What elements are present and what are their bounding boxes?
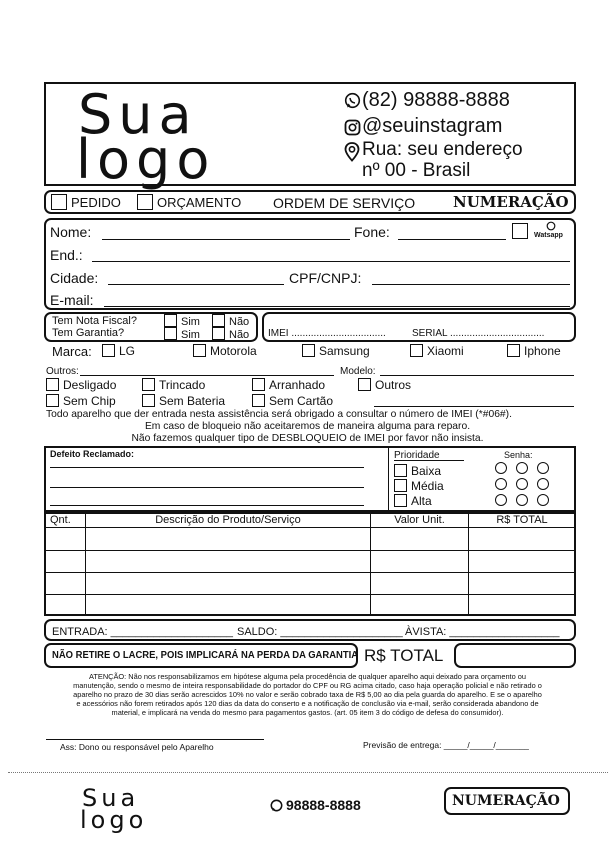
outros-field[interactable] — [80, 366, 334, 376]
garantia-nao-checkbox[interactable] — [212, 327, 225, 340]
marca-xiaomi-checkbox[interactable] — [410, 344, 423, 357]
senha-dot-1[interactable] — [495, 462, 507, 474]
senha-dot-9[interactable] — [537, 494, 549, 506]
col-descricao-header: Descrição do Produto/Serviço — [155, 514, 301, 526]
garantia-sim-checkbox[interactable] — [164, 327, 177, 340]
stub-numeracao: NUMERAÇÃO — [452, 793, 560, 809]
whatsapp-label: Watsapp — [534, 232, 563, 239]
baixa-checkbox[interactable] — [394, 464, 407, 477]
sem-cartao-label: Sem Cartão — [269, 394, 334, 408]
senha-dot-3[interactable] — [537, 462, 549, 474]
notice-line1: Todo aparelho que der entrada nesta assistência será obrigado a consultar o número de IMEI (*#06#). — [46, 409, 512, 420]
prioridade-media[interactable] — [394, 479, 444, 493]
row-div-3 — [45, 572, 575, 573]
notice-line2: Em caso de bloqueio não aceitaremos de maneira alguma para reparo. — [144, 421, 471, 432]
logo-line2: logo — [76, 128, 216, 191]
end-field[interactable] — [92, 248, 570, 262]
fone-label: Fone: — [354, 224, 390, 240]
cond-desligado[interactable] — [46, 378, 116, 392]
avista-field[interactable]: ÀVISTA: __________________ — [405, 626, 560, 638]
marca-label: Marca: — [52, 344, 92, 359]
nota-nao-checkbox[interactable] — [212, 314, 225, 327]
nota-sim-option[interactable] — [164, 314, 200, 328]
col-valor-header: Valor Unit. — [394, 514, 445, 526]
col-div-1 — [85, 513, 86, 615]
sem-cartao-checkbox[interactable] — [252, 394, 265, 407]
whatsapp-small-icon — [546, 221, 556, 231]
defeito-line-1[interactable] — [50, 460, 364, 468]
marca-samsung-checkbox[interactable] — [302, 344, 315, 357]
senha-dot-5[interactable] — [516, 478, 528, 490]
instagram-icon — [344, 119, 361, 136]
senha-label: Senha: — [504, 450, 533, 460]
prioridade-baixa[interactable] — [394, 464, 441, 478]
row-div-2 — [45, 550, 575, 551]
row-div-1 — [45, 527, 575, 528]
col-qnt-header: Qnt. — [50, 514, 71, 526]
prioridade-label: Prioridade — [394, 450, 440, 461]
pedido-label: PEDIDO — [71, 195, 121, 210]
cond-outros[interactable] — [358, 378, 411, 392]
stub-whatsapp-icon — [270, 799, 283, 812]
marca-motorola-label: Motorola — [210, 344, 257, 358]
sem-bateria-checkbox[interactable] — [142, 394, 155, 407]
cond-sem-chip[interactable] — [46, 394, 116, 408]
nota-nao-label: Não — [229, 316, 250, 328]
cidade-label: Cidade: — [50, 270, 99, 286]
cidade-field[interactable] — [108, 271, 284, 285]
whatsapp-icon — [344, 92, 361, 109]
cut-line — [8, 772, 608, 773]
header-address-line2: nº 00 - Brasil — [362, 160, 471, 181]
trincado-checkbox[interactable] — [142, 378, 155, 391]
header-address-line1: Rua: seu endereço — [362, 139, 523, 160]
pedido-option[interactable] — [51, 194, 121, 210]
outros-label: Outros: — [46, 366, 79, 377]
marca-lg-checkbox[interactable] — [102, 344, 115, 357]
defeito-line-3[interactable] — [50, 498, 364, 506]
outros-cond-label: Outros — [375, 378, 412, 392]
row-div-4 — [45, 594, 575, 595]
cpf-field[interactable] — [372, 271, 570, 285]
modelo-field[interactable] — [380, 366, 574, 376]
garantia-sim-option[interactable] — [164, 327, 200, 341]
garantia-sim-label: Sim — [181, 329, 200, 341]
col-total-header: R$ TOTAL — [496, 514, 548, 526]
modelo-label: Modelo: — [340, 366, 376, 377]
lacre-warning: NÃO RETIRE O LACRE, POIS IMPLICARÁ NA PERDA DA GARANTIA — [52, 649, 359, 661]
nome-field[interactable] — [102, 226, 350, 240]
signature-label: Ass: Dono ou responsável pelo Aparelho — [60, 742, 214, 752]
col-div-3 — [468, 513, 469, 615]
marca-iphone-label: Iphone — [524, 344, 561, 358]
media-checkbox[interactable] — [394, 479, 407, 492]
stub-phone: 98888-8888 — [286, 797, 361, 813]
whatsapp-checkbox[interactable] — [512, 223, 528, 239]
nota-sim-label: Sim — [181, 316, 200, 328]
marca-motorola[interactable] — [193, 344, 257, 358]
notice-line3: Não fazemos qualquer tipo de DESBLOQUEIO de IMEI por favor não insista. — [131, 433, 484, 444]
tem-garantia-label: Tem Garantia? — [52, 327, 125, 339]
nota-nao-option[interactable] — [212, 314, 249, 328]
marca-samsung-label: Samsung — [319, 344, 370, 358]
cond-arranhado[interactable] — [252, 378, 325, 392]
desligado-checkbox[interactable] — [46, 378, 59, 391]
stub-logo-line1: Sua — [82, 784, 140, 812]
header-phone: (82) 98888-8888 — [362, 89, 510, 111]
baixa-label: Baixa — [411, 464, 442, 478]
email-label: E-mail: — [50, 292, 94, 308]
sem-chip-checkbox[interactable] — [46, 394, 59, 407]
sem-bateria-label: Sem Bateria — [159, 394, 226, 408]
marca-xiaomi[interactable] — [410, 344, 464, 358]
nota-sim-checkbox[interactable] — [164, 314, 177, 327]
sem-chip-label: Sem Chip — [63, 394, 116, 408]
terms-line1: ATENÇÃO: Não nos responsabilizamos em hipótese alguma pela procedência de qualquer aparelho aqui deixado para orçamento ou — [89, 672, 526, 681]
nome-label: Nome: — [50, 224, 92, 240]
logo-line1: Sua — [78, 83, 198, 146]
pedido-checkbox[interactable] — [51, 194, 67, 210]
saldo-field[interactable]: SALDO: ____________________ — [237, 626, 403, 638]
defeito-divider — [388, 447, 389, 511]
col-div-2 — [370, 513, 371, 615]
terms-line4: e acessórios não forem retirados após 120 dias da data do conserto e a notificação de conclusão via e-mail, serão considerada abandono de — [76, 699, 539, 708]
ordem-servico-title: ORDEM DE SERVIÇO — [273, 195, 416, 211]
defeito-label: Defeito Reclamado: — [50, 449, 135, 459]
cpf-label: CPF/CNPJ: — [289, 270, 362, 286]
location-pin-icon — [344, 142, 360, 162]
orcamento-checkbox[interactable] — [137, 194, 153, 210]
senha-dot-4[interactable] — [495, 478, 507, 490]
marca-iphone[interactable] — [507, 344, 561, 358]
trincado-label: Trincado — [159, 378, 206, 392]
orcamento-option[interactable] — [137, 194, 241, 210]
email-field[interactable] — [104, 293, 570, 307]
signature-line[interactable] — [46, 739, 264, 740]
header-instagram: @seuinstagram — [362, 115, 503, 137]
arranhado-checkbox[interactable] — [252, 378, 265, 391]
marca-motorola-checkbox[interactable] — [193, 344, 206, 357]
cond-trincado[interactable] — [142, 378, 205, 392]
prioridade-underline — [394, 450, 464, 461]
alta-checkbox[interactable] — [394, 494, 407, 507]
senha-dot-2[interactable] — [516, 462, 528, 474]
imei-field[interactable]: IMEI .................................. — [268, 328, 386, 339]
cond-sem-bateria[interactable] — [142, 394, 225, 408]
senha-dot-6[interactable] — [537, 478, 549, 490]
orcamento-label: ORÇAMENTO — [157, 195, 242, 210]
marca-lg-label: LG — [119, 344, 136, 358]
marca-samsung[interactable] — [302, 344, 370, 358]
entrada-field[interactable]: ENTRADA: ____________________ — [52, 626, 234, 638]
senha-dot-7[interactable] — [495, 494, 507, 506]
outros-extra-field[interactable] — [374, 394, 574, 407]
terms-line3: aparelho no prazo de 30 dias serão acrescidos 10% no valor e serão cobrado taxa de R$ 5,00 ao dia pela guarda do aparelho. E se o aparelho — [73, 690, 542, 699]
terms-line2: manutenção, sendo o mesmo de inteira responsabilidade do portador do CPF ou RG acima citado, caso haja operação policial e não retirado o — [73, 681, 542, 690]
terms-line5: material, e implicará na venda do mesmo para pagamentos gastos. (art. 05 item 3 do código de defesa do consumidor). — [111, 708, 504, 717]
serial-field[interactable]: SERIAL .................................. — [412, 328, 545, 339]
end-label: End.: — [50, 247, 83, 263]
cond-sem-cartao[interactable] — [252, 394, 333, 408]
rs-total-label: R$ TOTAL — [364, 646, 444, 665]
garantia-nao-option[interactable] — [212, 327, 249, 341]
outros-checkbox[interactable] — [358, 378, 371, 391]
media-label: Média — [411, 479, 444, 493]
marca-lg[interactable] — [102, 344, 135, 358]
prioridade-alta[interactable] — [394, 494, 432, 508]
fone-field[interactable] — [398, 226, 506, 240]
stub-logo-line2: logo — [80, 806, 148, 834]
marca-xiaomi-label: Xiaomi — [427, 344, 464, 358]
arranhado-label: Arranhado — [269, 378, 326, 392]
marca-iphone-checkbox[interactable] — [507, 344, 520, 357]
numeracao-label: NUMERAÇÃO — [453, 193, 569, 211]
tem-nota-label: Tem Nota Fiscal? — [52, 315, 137, 327]
defeito-line-2[interactable] — [50, 480, 364, 488]
previsao-field[interactable]: Previsão de entrega: _____/_____/_______ — [363, 740, 529, 750]
desligado-label: Desligado — [63, 378, 117, 392]
garantia-nao-label: Não — [229, 329, 250, 341]
senha-dot-8[interactable] — [516, 494, 528, 506]
alta-label: Alta — [411, 494, 432, 508]
rs-total-field[interactable] — [454, 643, 576, 668]
